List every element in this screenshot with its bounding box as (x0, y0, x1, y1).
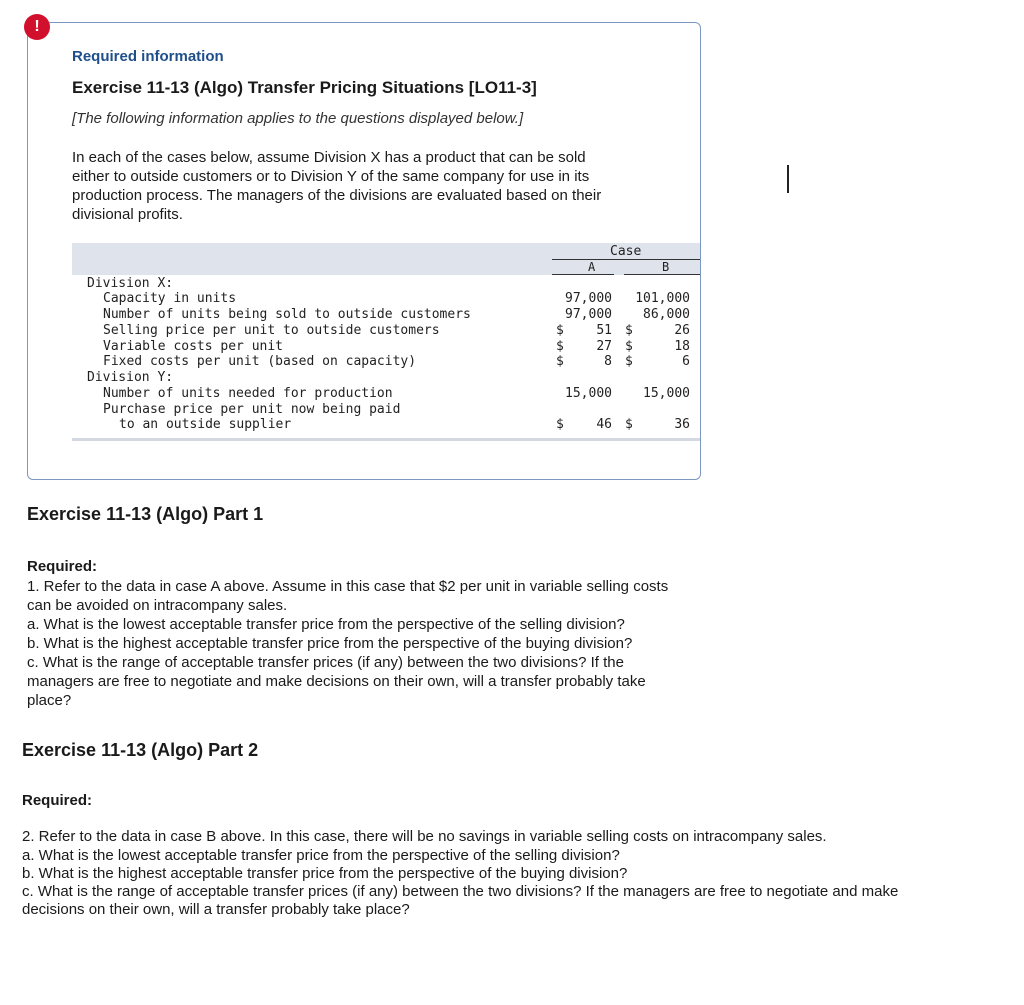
part-1-question-line: place? (27, 692, 72, 709)
table-bottom-rule (72, 438, 700, 441)
intro-line: production process. The managers of the divisions are evaluated based on their (72, 187, 602, 204)
cell-b-selling-price: 26 (674, 323, 690, 338)
row-label-fixed-costs: Fixed costs per unit (based on capacity) (103, 354, 417, 369)
division-x-heading: Division X: (87, 276, 174, 291)
part-1-question-line: can be avoided on intracompany sales. (27, 597, 288, 614)
intro-line: In each of the cases below, assume Division X has a product that can be sold (72, 149, 586, 166)
dollar-sign: $ (556, 354, 564, 369)
row-label-units-sold-outside: Number of units being sold to outside customers (103, 307, 471, 322)
intro-line: divisional profits. (72, 206, 183, 223)
cell-b-units-sold-outside: 86,000 (643, 307, 690, 322)
dollar-sign: $ (625, 339, 633, 354)
column-a-header: A (588, 260, 596, 274)
alert-icon: ! (24, 14, 50, 40)
part-1-question-b: b. What is the highest acceptable transfer price from the perspective of the buying division? (27, 635, 633, 652)
required-information-heading: Required information (72, 48, 224, 65)
part-2-required-heading: Required: (22, 792, 93, 809)
applies-note: [The following information applies to the questions displayed below.] (72, 110, 524, 127)
case-header-rule (552, 259, 700, 260)
row-label-purchase-price: Purchase price per unit now being paid (103, 402, 401, 417)
intro-line: either to outside customers or to Division Y of the same company for use in its (72, 168, 590, 185)
part-1-question-line: managers are free to negotiate and make decisions on their own, will a transfer probably take (27, 673, 646, 690)
part-2-question-a: a. What is the lowest acceptable transfer price from the perspective of the selling division? (22, 847, 620, 864)
part-1-question-line: 1. Refer to the data in case A above. Assume in this case that $2 per unit in variable selling costs (27, 578, 669, 595)
part-1-required-heading: Required: (27, 558, 98, 575)
cell-a-purchase-price: 46 (596, 417, 612, 432)
column-b-header: B (662, 260, 670, 274)
dollar-sign: $ (625, 417, 633, 432)
row-label-variable-costs: Variable costs per unit (103, 339, 284, 354)
case-header: Case (610, 244, 642, 259)
cell-b-purchase-price: 36 (674, 417, 690, 432)
row-label-selling-price: Selling price per unit to outside customers (103, 323, 440, 338)
dollar-sign: $ (556, 417, 564, 432)
text-cursor (787, 165, 789, 193)
cell-a-fixed-costs: 8 (604, 354, 612, 369)
cell-a-selling-price: 51 (596, 323, 612, 338)
dollar-sign: $ (556, 339, 564, 354)
row-label-units-needed: Number of units needed for production (103, 386, 393, 401)
transfer-pricing-data-table (72, 243, 700, 443)
row-label-capacity: Capacity in units (103, 291, 237, 306)
cell-b-variable-costs: 18 (674, 339, 690, 354)
cell-b-capacity: 101,000 (635, 291, 690, 306)
part-2-question-line: 2. Refer to the data in case B above. In this case, there will be no savings in variable selling costs on intracompany sales. (22, 828, 827, 845)
dollar-sign: $ (556, 323, 564, 338)
part-2-question-line: decisions on their own, will a transfer probably take place? (22, 901, 410, 918)
part-1-title: Exercise 11-13 (Algo) Part 1 (27, 504, 264, 524)
intro-paragraph (72, 148, 672, 224)
row-label-purchase-price-cont: to an outside supplier (119, 417, 292, 432)
part-2-title: Exercise 11-13 (Algo) Part 2 (22, 740, 259, 760)
part-2-question-b: b. What is the highest acceptable transfer price from the perspective of the buying division? (22, 865, 628, 882)
cell-b-units-needed: 15,000 (643, 386, 690, 401)
cell-a-capacity: 97,000 (565, 291, 612, 306)
part-1-question-c: c. What is the range of acceptable transfer prices (if any) between the two divisions? If the (27, 654, 624, 671)
cell-a-units-sold-outside: 97,000 (565, 307, 612, 322)
dollar-sign: $ (625, 323, 633, 338)
column-a-rule (552, 274, 614, 275)
cell-a-variable-costs: 27 (596, 339, 612, 354)
cell-a-units-needed: 15,000 (565, 386, 612, 401)
division-y-heading: Division Y: (87, 370, 174, 385)
cell-b-fixed-costs: 6 (682, 354, 690, 369)
column-b-rule (624, 274, 700, 275)
exercise-title: Exercise 11-13 (Algo) Transfer Pricing Situations [LO11-3] (72, 78, 537, 97)
part-1-question-a: a. What is the lowest acceptable transfer price from the perspective of the selling division? (27, 616, 625, 633)
part-2-question-c: c. What is the range of acceptable transfer prices (if any) between the two divisions? If the managers are free to negotiate and make (22, 883, 899, 900)
dollar-sign: $ (625, 354, 633, 369)
